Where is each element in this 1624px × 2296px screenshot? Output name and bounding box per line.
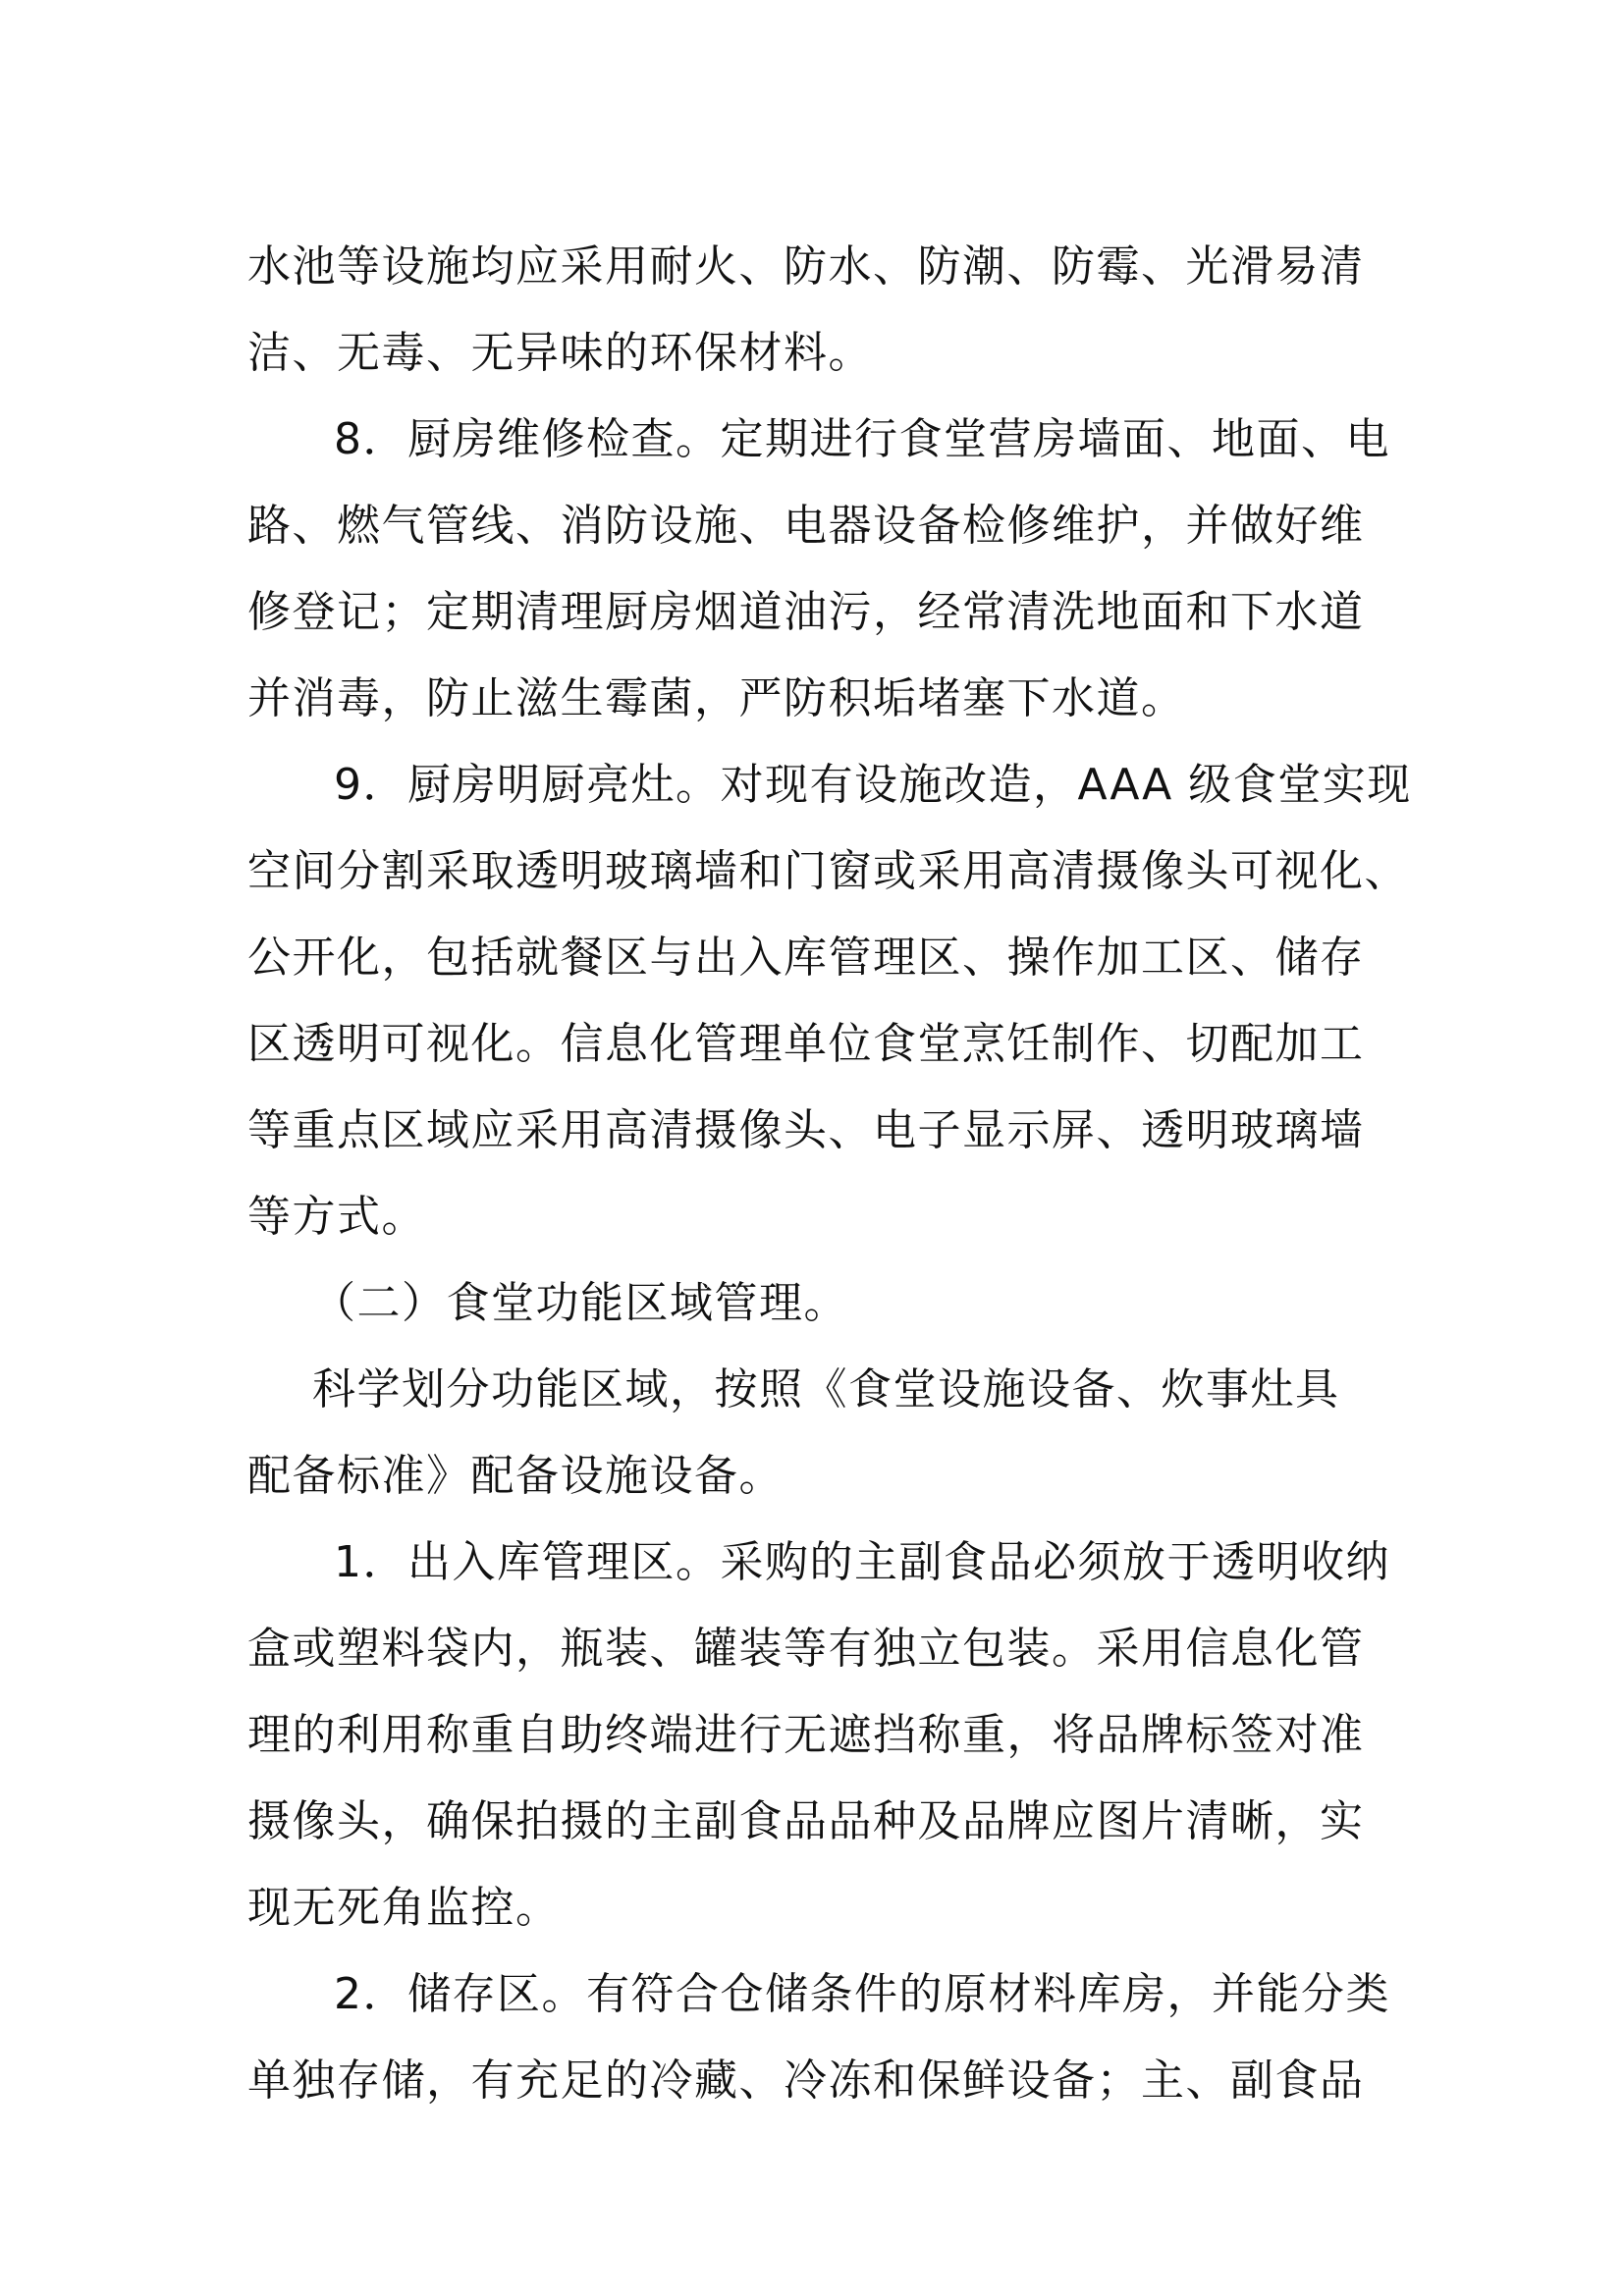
text-line: 水池等设施均应采用耐火、防水、防潮、防霉、光滑易清 bbox=[247, 241, 1365, 292]
text-line: 公开化，包括就餐区与出入库管理区、操作加工区、储存 bbox=[247, 933, 1365, 983]
text-line: 现无死角监控。 bbox=[247, 1883, 561, 1933]
text-line: 区透明可视化。信息化管理单位食堂烹饪制作、切配加工 bbox=[247, 1019, 1365, 1069]
paragraph-intro-start: 科学划分功能区域，按照《食堂设施设备、炊事灶具 bbox=[312, 1364, 1340, 1415]
text-line: 理的利用称重自助终端进行无遮挡称重，将品牌标签对准 bbox=[247, 1710, 1365, 1760]
paragraph-8-start: 8．厨房维修检查。定期进行食堂营房墙面、地面、电 bbox=[334, 414, 1390, 464]
text-line: 路、燃气管线、消防设施、电器设备检修维护，并做好维 bbox=[247, 501, 1365, 551]
paragraph-2-start: 2．储存区。有符合仓储条件的原材料库房，并能分类 bbox=[334, 1969, 1390, 2019]
text-line: 等重点区域应采用高清摄像头、电子显示屏、透明玻璃墙 bbox=[247, 1105, 1365, 1155]
text-line: 摄像头，确保拍摄的主副食品品种及品牌应图片清晰，实 bbox=[247, 1796, 1365, 1846]
text-line: 洁、无毒、无异味的环保材料。 bbox=[247, 328, 873, 378]
text-line: 单独存储，有充足的冷藏、冷冻和保鲜设备；主、副食品 bbox=[247, 2056, 1365, 2106]
text-line: 并消毒，防止滋生霉菌，严防积垢堵塞下水道。 bbox=[247, 673, 1186, 723]
text-line: 等方式。 bbox=[247, 1192, 426, 1242]
text-line: 配备标准》配备设施设备。 bbox=[247, 1451, 784, 1501]
paragraph-9-start: 9．厨房明厨亮灶。对现有设施改造，AAA 级食堂实现 bbox=[334, 760, 1412, 810]
body-text bbox=[247, 224, 1412, 2124]
text-line: 修登记；定期清理厨房烟道油污，经常清洗地面和下水道 bbox=[247, 587, 1365, 637]
text-line: 空间分割采取透明玻璃墙和门窗或采用高清摄像头可视化、 bbox=[247, 846, 1409, 896]
section-heading: （二）食堂功能区域管理。 bbox=[312, 1278, 848, 1328]
paragraph-1-start: 1．出入库管理区。采购的主副食品必须放于透明收纳 bbox=[334, 1537, 1390, 1587]
text-line: 盒或塑料袋内，瓶装、罐装等有独立包装。采用信息化管 bbox=[247, 1624, 1365, 1674]
